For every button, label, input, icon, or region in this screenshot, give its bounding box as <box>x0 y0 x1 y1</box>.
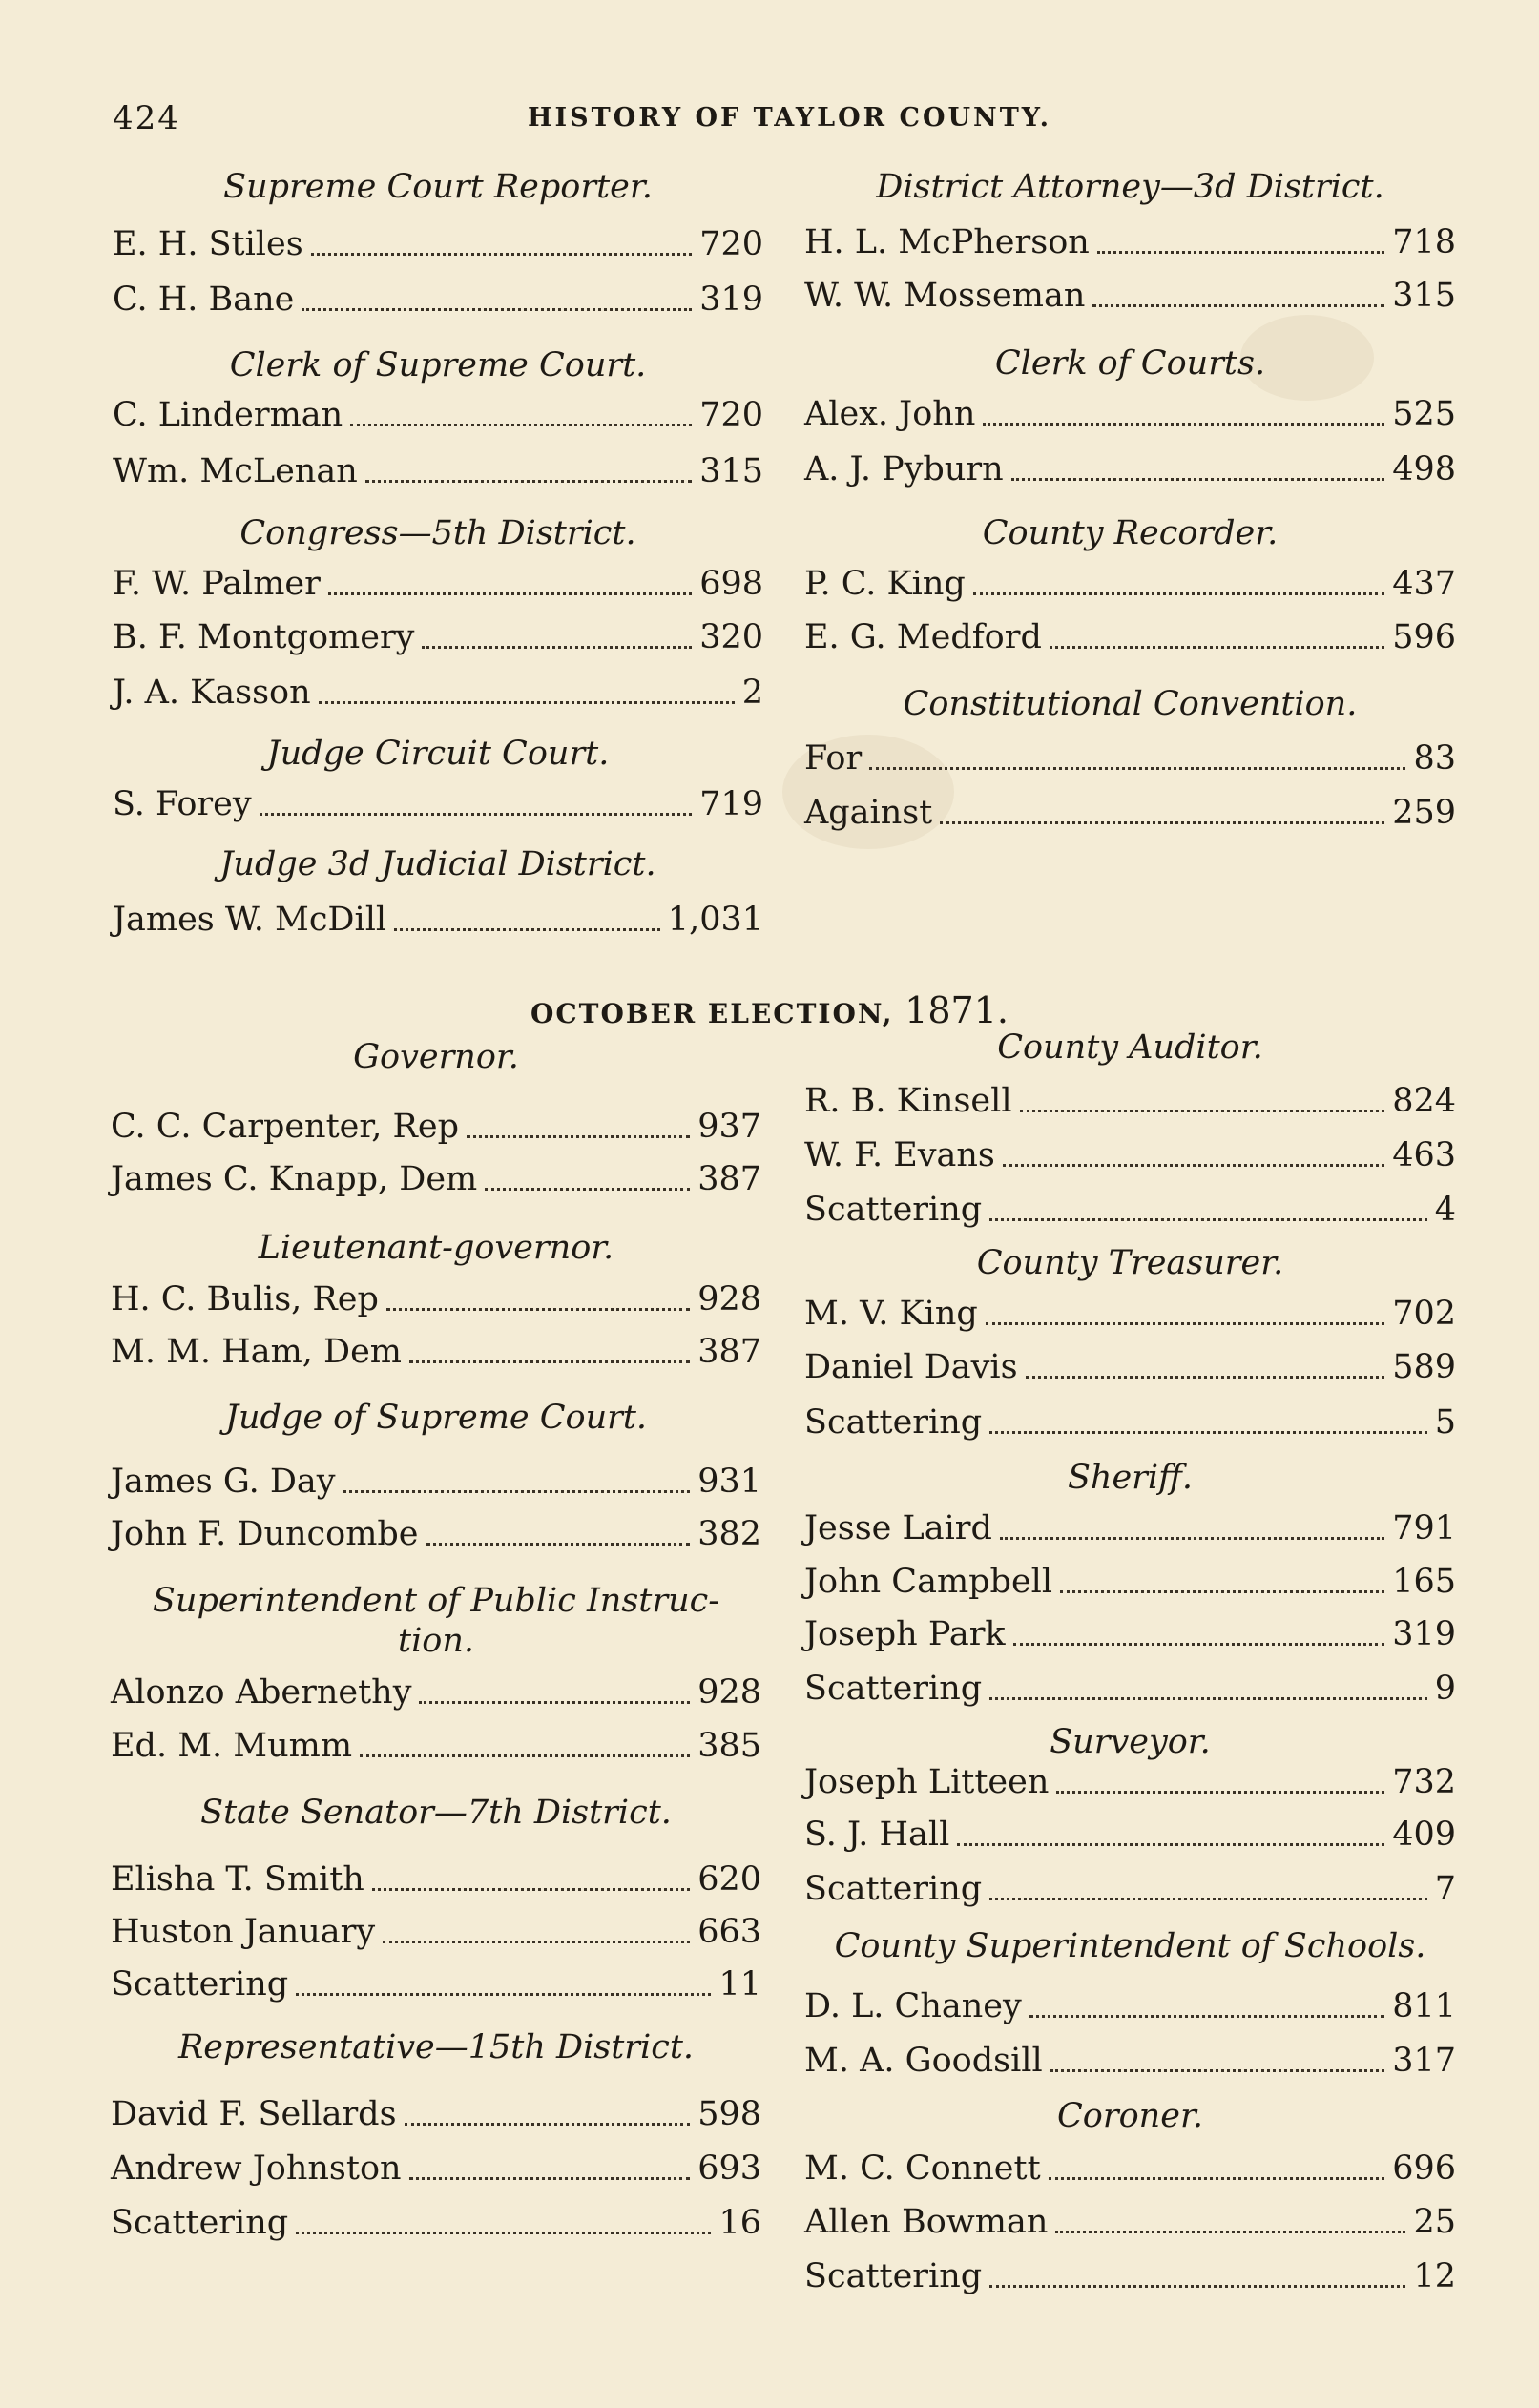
office-heading: Superintendent of Public Instruc- <box>152 1582 720 1620</box>
dot-leader <box>1060 1590 1384 1593</box>
dot-leader <box>405 2123 691 2126</box>
dot-leader <box>485 1188 690 1191</box>
vote-count: 498 <box>1392 450 1456 488</box>
candidate-name: M. C. Connett <box>804 2149 1041 2188</box>
result-row <box>111 1673 761 1712</box>
candidate-name: Allen Bowman <box>804 2203 1049 2241</box>
candidate-name: Against <box>804 794 933 832</box>
vote-count: 317 <box>1392 2042 1456 2080</box>
candidate-name: Daniel Davis <box>804 1348 1018 1386</box>
office-heading: Judge 3d Judicial District. <box>219 845 656 883</box>
vote-count: 720 <box>699 396 763 434</box>
candidate-name: Joseph Litteen <box>804 1763 1050 1801</box>
section-label: OCTOBER ELECTION, <box>530 998 894 1029</box>
candidate-name: Scattering <box>804 1870 983 1908</box>
result-row <box>804 1082 1456 1120</box>
result-row <box>113 225 763 263</box>
vote-count: 385 <box>697 1727 761 1765</box>
candidate-name: John Campbell <box>804 1563 1053 1601</box>
vote-count: 387 <box>697 1160 761 1198</box>
office-heading: County Auditor. <box>997 1028 1263 1067</box>
result-row <box>111 2149 761 2188</box>
result-row <box>111 2204 761 2242</box>
dot-leader <box>1055 2231 1405 2233</box>
candidate-name: Scattering <box>804 1403 983 1442</box>
result-row <box>804 1987 1456 2025</box>
result-row <box>804 1295 1456 1333</box>
vote-count: 2 <box>741 674 763 712</box>
dot-leader <box>869 767 1405 770</box>
result-row <box>804 1403 1456 1442</box>
dot-leader <box>409 1360 690 1363</box>
result-row <box>804 1348 1456 1386</box>
candidate-name: W. F. Evans <box>804 1136 995 1174</box>
candidate-name: H. C. Bulis, Rep <box>111 1280 379 1318</box>
candidate-name: E. G. Medford <box>804 618 1042 656</box>
candidate-name: M. A. Goodsill <box>804 2042 1043 2080</box>
vote-count: 596 <box>1392 618 1456 656</box>
candidate-name: C. Linderman <box>113 396 343 434</box>
dot-leader <box>983 423 1384 426</box>
candidate-name: B. F. Montgomery <box>113 618 415 656</box>
candidate-name: C. H. Bane <box>113 280 295 319</box>
vote-count: 387 <box>697 1333 761 1371</box>
dot-leader <box>365 480 692 483</box>
office-heading: Lieutenant-governor. <box>258 1229 614 1267</box>
office-heading: Supreme Court Reporter. <box>223 168 653 206</box>
vote-count: 315 <box>1392 277 1456 315</box>
vote-count: 693 <box>697 2149 761 2188</box>
vote-count: 319 <box>1392 1615 1456 1653</box>
candidate-name: Huston January <box>111 1913 376 1951</box>
candidate-name: Jesse Laird <box>804 1509 992 1547</box>
dot-leader <box>296 2232 711 2234</box>
office-heading-continued: tion. <box>398 1622 474 1660</box>
vote-count: 7 <box>1434 1870 1456 1908</box>
dot-leader <box>973 592 1384 595</box>
vote-count: 409 <box>1392 1816 1456 1854</box>
result-row <box>804 2257 1456 2295</box>
dot-leader <box>940 821 1384 824</box>
result-row <box>804 1870 1456 1908</box>
vote-count: 620 <box>697 1860 761 1899</box>
office-heading: District Attorney—3d District. <box>876 168 1384 206</box>
office-heading: County Treasurer. <box>976 1244 1284 1282</box>
result-row <box>804 1670 1456 1708</box>
candidate-name: James W. McDill <box>113 901 387 939</box>
vote-count: 928 <box>697 1280 761 1318</box>
vote-count: 437 <box>1392 565 1456 603</box>
candidate-name: F. W. Palmer <box>113 565 321 603</box>
candidate-name: Alonzo Abernethy <box>111 1673 412 1712</box>
result-row <box>113 618 763 656</box>
candidate-name: C. C. Carpenter, Rep <box>111 1108 459 1146</box>
vote-count: 1,031 <box>667 901 763 939</box>
office-heading: Congress—5th District. <box>239 514 636 552</box>
candidate-name: Scattering <box>111 2204 289 2242</box>
candidate-name: A. J. Pyburn <box>804 450 1004 488</box>
office-heading: State Senator—7th District. <box>200 1794 672 1832</box>
candidate-name: Scattering <box>804 2257 983 2295</box>
dot-leader <box>989 1431 1427 1434</box>
vote-count: 4 <box>1434 1191 1456 1229</box>
result-row <box>111 2095 761 2133</box>
candidate-name: Elisha T. Smith <box>111 1860 364 1899</box>
result-row <box>804 1136 1456 1174</box>
dot-leader <box>360 1754 690 1757</box>
vote-count: 525 <box>1392 395 1456 433</box>
vote-count: 598 <box>697 2095 761 2133</box>
dot-leader <box>1026 1376 1385 1379</box>
candidate-name: M. V. King <box>804 1295 978 1333</box>
result-row <box>113 674 763 712</box>
vote-count: 259 <box>1392 794 1456 832</box>
candidate-name: D. L. Chaney <box>804 1987 1022 2025</box>
dot-leader <box>1097 251 1384 254</box>
candidate-name: S. Forey <box>113 785 252 823</box>
vote-count: 165 <box>1392 1563 1456 1601</box>
dot-leader <box>1092 304 1384 307</box>
result-row <box>804 739 1456 778</box>
result-row <box>111 1860 761 1899</box>
vote-count: 16 <box>718 2204 761 2242</box>
result-row <box>111 1965 761 2003</box>
office-heading: County Recorder. <box>982 514 1279 552</box>
vote-count: 928 <box>697 1673 761 1712</box>
running-title: HISTORY OF TAYLOR COUNTY. <box>528 103 1051 133</box>
vote-count: 9 <box>1434 1670 1456 1708</box>
result-row <box>804 1509 1456 1547</box>
dot-leader <box>426 1543 691 1546</box>
candidate-name: P. C. King <box>804 565 966 603</box>
result-row <box>111 1108 761 1146</box>
office-heading: Governor. <box>353 1038 519 1076</box>
vote-count: 25 <box>1413 2203 1456 2241</box>
result-row <box>113 280 763 319</box>
page-header <box>113 99 1467 147</box>
candidate-name: R. B. Kinsell <box>804 1082 1012 1120</box>
vote-count: 5 <box>1434 1403 1456 1442</box>
result-row <box>111 1913 761 1951</box>
vote-count: 702 <box>1392 1295 1456 1333</box>
candidate-name: J. A. Kasson <box>113 674 311 712</box>
office-heading: Representative—15th District. <box>177 2028 695 2066</box>
vote-count: 931 <box>697 1463 761 1501</box>
candidate-name: Alex. John <box>804 395 976 433</box>
dot-leader <box>1003 1164 1384 1167</box>
result-row <box>113 785 763 823</box>
dot-leader <box>372 1888 690 1891</box>
dot-leader <box>1049 2177 1385 2180</box>
section-year: 1871. <box>905 989 1009 1031</box>
candidate-name: Scattering <box>111 1965 289 2003</box>
dot-leader <box>1029 2015 1384 2018</box>
dot-leader <box>1013 1643 1385 1646</box>
dot-leader <box>311 253 693 256</box>
vote-count: 319 <box>699 280 763 319</box>
dot-leader <box>1000 1537 1384 1540</box>
dot-leader <box>328 592 692 595</box>
dot-leader <box>343 1490 691 1493</box>
vote-count: 11 <box>718 1965 761 2003</box>
result-row <box>804 2203 1456 2241</box>
dot-leader <box>989 2285 1405 2288</box>
dot-leader <box>1020 1110 1385 1112</box>
candidate-name: M. M. Ham, Dem <box>111 1333 402 1371</box>
dot-leader <box>350 424 692 426</box>
section-title <box>0 989 1539 1031</box>
vote-count: 720 <box>699 225 763 263</box>
office-heading: Coroner. <box>1057 2097 1203 2135</box>
vote-count: 719 <box>699 785 763 823</box>
vote-count: 463 <box>1392 1136 1456 1174</box>
result-row <box>111 1463 761 1501</box>
result-row <box>804 1563 1456 1601</box>
dot-leader <box>386 1308 690 1311</box>
result-row <box>804 2042 1456 2080</box>
vote-count: 718 <box>1392 223 1456 261</box>
candidate-name: John F. Duncombe <box>111 1515 419 1553</box>
office-heading: Sheriff. <box>1067 1459 1194 1497</box>
vote-count: 696 <box>1392 2149 1456 2188</box>
dot-leader <box>383 1941 690 1943</box>
candidate-name: S. J. Hall <box>804 1816 950 1854</box>
office-heading: Clerk of Supreme Court. <box>229 346 647 384</box>
dot-leader <box>1011 478 1385 481</box>
result-row <box>111 1160 761 1198</box>
candidate-name: Scattering <box>804 1191 983 1229</box>
vote-count: 320 <box>699 618 763 656</box>
dot-leader <box>296 1993 711 1996</box>
result-row <box>804 450 1456 488</box>
dot-leader <box>989 1697 1427 1700</box>
candidate-name: David F. Sellards <box>111 2095 397 2133</box>
dot-leader <box>409 2177 691 2180</box>
result-row <box>804 1191 1456 1229</box>
result-row <box>804 1615 1456 1653</box>
result-row <box>804 395 1456 433</box>
candidate-name: Joseph Park <box>804 1615 1006 1653</box>
dot-leader <box>260 813 693 816</box>
dot-leader <box>957 1843 1384 1846</box>
result-row <box>804 1763 1456 1801</box>
office-heading: County Superintendent of Schools. <box>834 1927 1426 1965</box>
result-row <box>804 1816 1456 1854</box>
candidate-name: James G. Day <box>111 1463 336 1501</box>
dot-leader <box>467 1135 690 1138</box>
vote-count: 811 <box>1392 1987 1456 2025</box>
result-row <box>804 2149 1456 2188</box>
vote-count: 12 <box>1413 2257 1456 2295</box>
vote-count: 732 <box>1392 1763 1456 1801</box>
candidate-name: Scattering <box>804 1670 983 1708</box>
result-row <box>111 1515 761 1553</box>
result-row <box>111 1727 761 1765</box>
page-number: 424 <box>113 99 180 137</box>
candidate-name: H. L. McPherson <box>804 223 1090 261</box>
result-row <box>113 901 763 939</box>
result-row <box>804 794 1456 832</box>
candidate-name: James C. Knapp, Dem <box>111 1160 478 1198</box>
result-row <box>111 1280 761 1318</box>
dot-leader <box>1056 1791 1384 1794</box>
vote-count: 824 <box>1392 1082 1456 1120</box>
result-row <box>111 1333 761 1371</box>
vote-count: 83 <box>1413 739 1456 778</box>
result-row <box>113 565 763 603</box>
dot-leader <box>422 646 692 649</box>
result-row <box>804 618 1456 656</box>
candidate-name: For <box>804 739 863 778</box>
vote-count: 791 <box>1392 1509 1456 1547</box>
result-row <box>113 396 763 434</box>
office-heading: Constitutional Convention. <box>903 685 1358 723</box>
vote-count: 663 <box>697 1913 761 1951</box>
dot-leader <box>319 701 735 704</box>
result-row <box>804 565 1456 603</box>
candidate-name: Ed. M. Mumm <box>111 1727 353 1765</box>
vote-count: 315 <box>699 452 763 490</box>
dot-leader <box>1050 2069 1385 2072</box>
office-heading: Judge Circuit Court. <box>266 735 610 773</box>
office-heading: Clerk of Courts. <box>994 344 1266 383</box>
vote-count: 937 <box>697 1108 761 1146</box>
dot-leader <box>394 928 660 931</box>
dot-leader <box>302 308 692 311</box>
result-row <box>113 452 763 490</box>
candidate-name: W. W. Mosseman <box>804 277 1086 315</box>
vote-count: 698 <box>699 565 763 603</box>
dot-leader <box>1050 646 1384 649</box>
dot-leader <box>419 1701 690 1704</box>
dot-leader <box>989 1218 1427 1221</box>
dot-leader <box>989 1898 1427 1900</box>
result-row <box>804 277 1456 315</box>
vote-count: 382 <box>697 1515 761 1553</box>
candidate-name: Wm. McLenan <box>113 452 358 490</box>
candidate-name: Andrew Johnston <box>111 2149 402 2188</box>
candidate-name: E. H. Stiles <box>113 225 303 263</box>
office-heading: Judge of Supreme Court. <box>224 1399 648 1437</box>
office-heading: Surveyor. <box>1050 1723 1211 1761</box>
result-row <box>804 223 1456 261</box>
vote-count: 589 <box>1392 1348 1456 1386</box>
dot-leader <box>986 1322 1384 1325</box>
